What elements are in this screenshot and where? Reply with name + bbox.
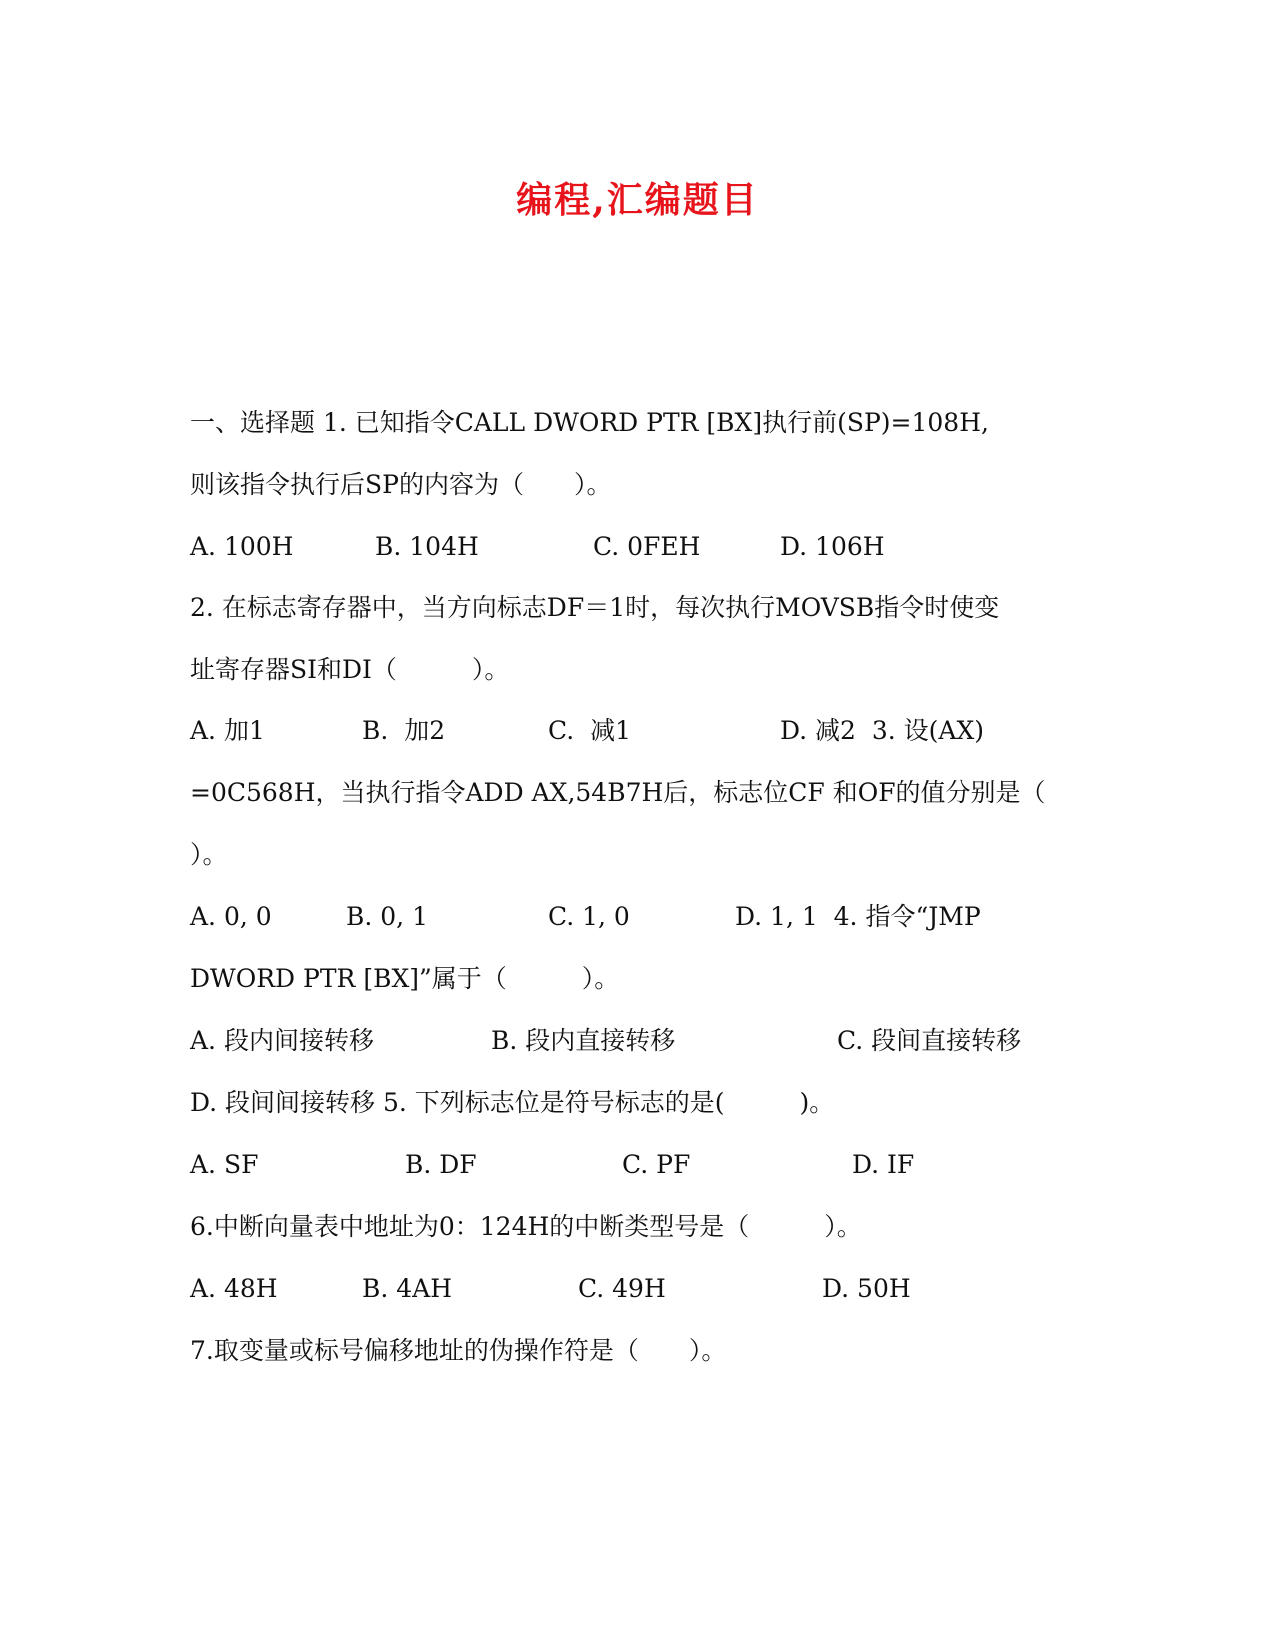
q3-stem-line-2: =0C568H，当执行指令ADD AX,54B7H后，标志位CF 和OF的值分别是（ <box>190 778 1046 807</box>
q7-stem: 7.取变量或标号偏移地址的伪操作符是（ ）。 <box>190 1336 727 1365</box>
q1-option-a: A. 100H <box>190 532 294 561</box>
q2-option-c: C. 减1 <box>548 716 631 745</box>
q5-option-c: C. PF <box>622 1150 691 1179</box>
q2-stem-line-2: 址寄存器SI和DI（ ）。 <box>190 655 510 684</box>
q3-stem-line-3: ）。 <box>190 840 228 869</box>
q5-option-b: B. DF <box>405 1150 477 1179</box>
q6-option-c: C. 49H <box>578 1274 666 1303</box>
q3-option-d-and-q4-start: D. 1, 1 4. 指令“JMP <box>735 902 981 931</box>
q1-option-b: B. 104H <box>375 532 479 561</box>
q3-option-b: B. 0, 1 <box>346 902 428 931</box>
q6-option-a: A. 48H <box>190 1274 278 1303</box>
q4-option-a: A. 段内间接转移 <box>190 1026 374 1055</box>
q4-stem-line-2: DWORD PTR [BX]”属于（ ）。 <box>190 964 620 993</box>
q1-stem-line-2: 则该指令执行后SP的内容为（ ）。 <box>190 470 612 499</box>
q5-option-a: A. SF <box>190 1150 259 1179</box>
q2-option-b: B. 加2 <box>362 716 446 745</box>
q6-option-d: D. 50H <box>822 1274 911 1303</box>
q4-option-d-and-q5-stem: D. 段间间接转移 5. 下列标志位是符号标志的是( )。 <box>190 1088 835 1117</box>
q3-option-c: C. 1, 0 <box>548 902 630 931</box>
q1-option-d: D. 106H <box>780 532 885 561</box>
q1-option-c: C. 0FEH <box>593 532 701 561</box>
q2-option-d-and-q3-start: D. 减2 3. 设(AX) <box>780 716 985 745</box>
q6-stem: 6.中断向量表中地址为0：124H的中断类型号是（ ）。 <box>190 1212 862 1241</box>
page-title: 编程,汇编题目 <box>516 179 759 221</box>
q5-option-d: D. IF <box>852 1150 915 1179</box>
q4-option-c: C. 段间直接转移 <box>837 1026 1022 1055</box>
q2-stem-line-1: 2. 在标志寄存器中，当方向标志DF＝1时，每次执行MOVSB指令时使变 <box>190 593 1000 622</box>
q4-option-b: B. 段内直接转移 <box>491 1026 676 1055</box>
q3-option-a: A. 0, 0 <box>190 902 272 931</box>
q2-option-a: A. 加1 <box>190 716 265 745</box>
q1-stem-line-1: 一、选择题 1. 已知指令CALL DWORD PTR [BX]执行前(SP)=108H, <box>190 408 989 437</box>
q6-option-b: B. 4AH <box>362 1274 453 1303</box>
